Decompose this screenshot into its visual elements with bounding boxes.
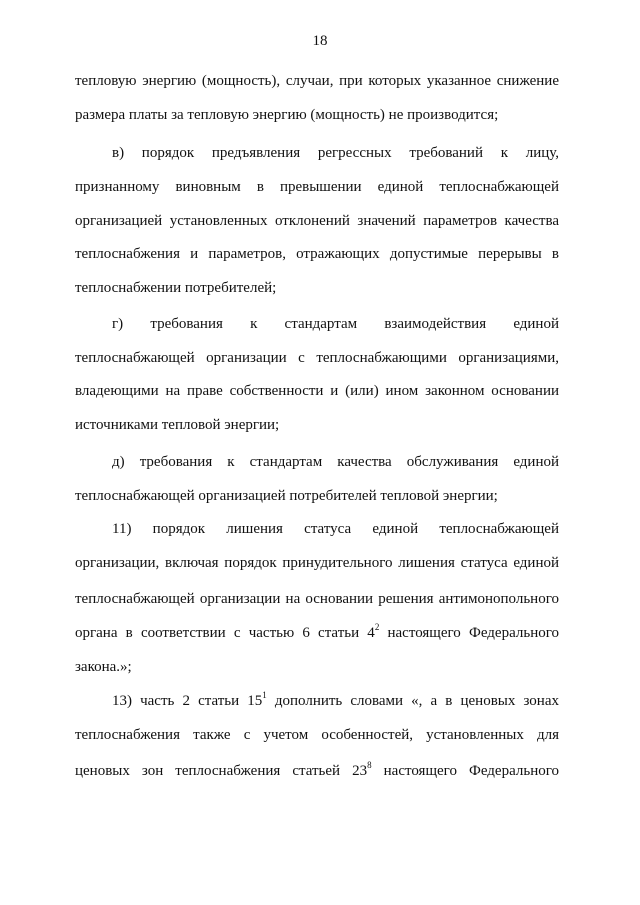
text-line: признанному виновным в превышении единой теплоснабжающей [75, 179, 559, 195]
text-fragment: дополнить словами «, а в ценовых зонах [266, 693, 559, 709]
text-fragment: настоящего Федерального [379, 625, 559, 641]
text-line: закона.»; [75, 659, 132, 675]
paragraph-11-start: 11) порядок лишения статуса единой теплоснабжающей [112, 521, 559, 537]
text-line: размера платы за тепловую энергию (мощность) не производится; [75, 107, 499, 123]
text-line: теплоснабжающей организации с теплоснабжающими организациями, [75, 350, 559, 366]
text-line: теплоснабжения и параметров, отражающих допустимые перерывы в [75, 246, 559, 262]
text-line: тепловую энергию (мощность), случаи, при которых указанное снижение [75, 73, 559, 89]
text-fragment: ценовых зон теплоснабжения статьей 23 [75, 763, 368, 779]
text-line: теплоснабжении потребителей; [75, 280, 277, 296]
superscript: 2 [374, 622, 380, 632]
text-line: организации, включая порядок принудительного лишения статуса единой [75, 555, 559, 571]
text-line-with-superscript [75, 624, 559, 642]
paragraph-g-start: г) требования к стандартам взаимодействия единой [112, 316, 559, 332]
text-line: владеющими на праве собственности и (или) ином законном основании [75, 383, 559, 399]
text-line: организацией установленных отклонений значений параметров качества [75, 213, 559, 229]
text-fragment: 13) часть 2 статьи 15 [112, 693, 263, 709]
page-number: 18 [312, 33, 328, 49]
paragraph-13-start [112, 692, 559, 710]
text-line: теплоснабжающей организацией потребителей тепловой энергии; [75, 488, 498, 504]
text-line-with-superscript [75, 762, 559, 780]
text-line: теплоснабжения также с учетом особенностей, установленных для [75, 727, 559, 743]
text-fragment: органа в соответствии с частью 6 статьи 4 [75, 625, 375, 641]
text-fragment: настоящего Федерального [371, 763, 559, 779]
superscript: 8 [367, 760, 372, 770]
superscript: 1 [262, 690, 267, 700]
paragraph-d-start: д) требования к стандартам качества обслуживания единой [112, 454, 559, 470]
paragraph-v-start: в) порядок предъявления регрессных требований к лицу, [112, 145, 559, 161]
text-line: источниками тепловой энергии; [75, 417, 280, 433]
text-line: теплоснабжающей организации на основании решения антимонопольного [75, 591, 559, 607]
